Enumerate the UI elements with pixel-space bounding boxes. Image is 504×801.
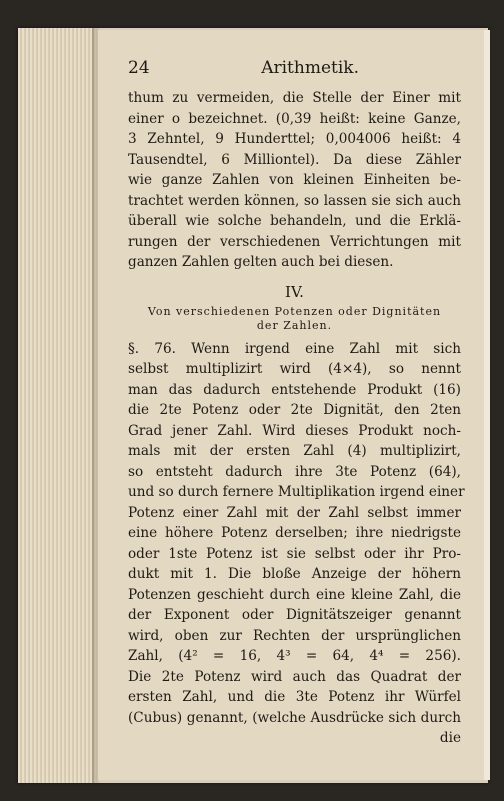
text-line: mals mit der ersten Zahl (4) multiplizirt, xyxy=(128,443,461,459)
text-line: man das dadurch entstehende Produkt (16) xyxy=(128,381,461,398)
text-line: 3 Zehntel, 9 Hunderttel; 0,004006 heißt: 4 xyxy=(128,131,461,147)
text-line: die 2te Potenz oder 2te Dignität, den 2ten xyxy=(128,402,461,418)
section-title-line-2: der Zahlen. xyxy=(256,318,333,332)
text-line: thum zu vermeiden, die Stelle der Einer mit xyxy=(128,90,461,106)
text-line: überall wie solche behandeln, und die Erklä- xyxy=(128,213,461,229)
text-line: oder 1ste Potenz ist sie selbst oder ihr Pro- xyxy=(128,545,461,562)
section-number: IV. xyxy=(285,282,304,301)
page-edges xyxy=(18,28,96,783)
paragraph-2 xyxy=(128,339,465,749)
text-line: dukt mit 1. Die bloße Anzeige der höhern xyxy=(128,566,461,582)
text-line: §. 76. Wenn irgend eine Zahl mit sich xyxy=(128,340,461,357)
text-line: Die 2te Potenz wird auch das Quadrat der xyxy=(128,668,461,685)
text-line: selbst multiplizirt wird (4×4), so nennt xyxy=(128,361,461,377)
text-line: Zahl, (4² = 16, 4³ = 64, 4⁴ = 256). xyxy=(128,648,461,664)
text-line: trachtet werden können, so lassen sie sich auch xyxy=(128,192,461,209)
text-line: Potenz einer Zahl mit der Zahl selbst immer xyxy=(128,504,461,521)
text-line: so entsteht dadurch ihre 3te Potenz (64), xyxy=(128,463,461,480)
text-line: (Cubus) genannt, (welche Ausdrücke sich durch xyxy=(128,709,461,726)
text-line: der Exponent oder Dignitätszeiger genannt xyxy=(128,607,461,623)
text-line: ganzen Zahlen gelten auch bei diesen. xyxy=(128,254,394,270)
catchword: die xyxy=(439,730,461,746)
text-line: einer o bezeichnet. (0,39 heißt: keine Ganze, xyxy=(128,110,461,127)
text-line: wie ganze Zahlen von kleinen Einheiten be- xyxy=(128,172,461,188)
page-number: 24 xyxy=(128,58,150,78)
running-header xyxy=(128,58,461,88)
section-title-line-1: Von verschiedenen Potenzen oder Dignitäten xyxy=(147,304,442,318)
page-text xyxy=(128,58,465,749)
text-line: und so durch fernere Multiplikation irgend einer xyxy=(128,484,465,500)
text-line: Grad jener Zahl. Wird dieses Produkt noch- xyxy=(128,422,461,439)
text-line: wird, oben zur Rechten der ursprünglichen xyxy=(128,627,461,644)
text-line: eine höhere Potenz derselben; ihre niedrigste xyxy=(128,525,461,541)
page-right-edge xyxy=(484,30,490,780)
text-line: Potenzen geschieht durch eine kleine Zahl, die xyxy=(128,586,461,603)
text-line: rungen der verschiedenen Verrichtungen mit xyxy=(128,233,461,250)
text-line: ersten Zahl, und die 3te Potenz ihr Würfel xyxy=(128,689,461,705)
paragraph-1 xyxy=(128,88,461,273)
running-title: Arithmetik. xyxy=(261,58,359,78)
text-line: Tausendtel, 6 Milliontel). Da diese Zähler xyxy=(128,151,461,168)
